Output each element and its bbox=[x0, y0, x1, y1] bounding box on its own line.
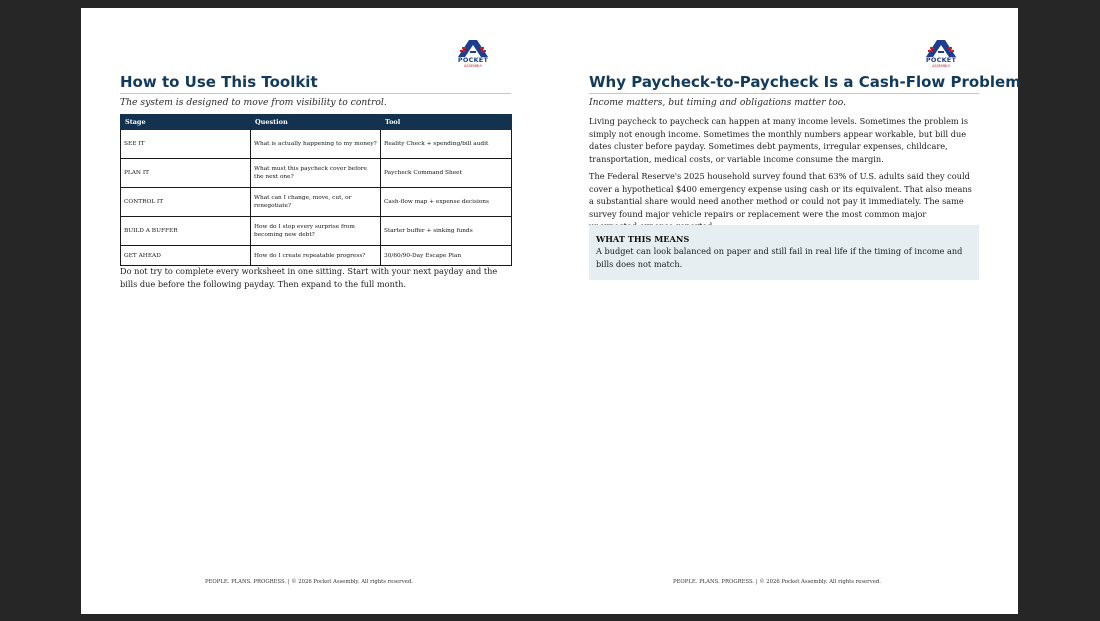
question-cell: What must this paycheck cover before the next one? bbox=[251, 159, 381, 188]
paragraph-survey: The Federal Reserve's 2025 household survey found that 63% of U.S. adults said they could cover a hypothetical $400 emergency expense using cash or its equivalent. That also means a substantial share would need another method or could not pay it immediately. The same survey found major vehicle repairs or replacement were the most common major bbox=[589, 171, 972, 219]
logo-wordmark: POCKET bbox=[925, 56, 957, 64]
stage-cell: GET AHEAD bbox=[121, 246, 251, 266]
question-cell: How do I create repeatable progress? bbox=[251, 246, 381, 266]
stage-cell: CONTROL IT bbox=[121, 188, 251, 217]
callout-heading: WHAT THIS MEANS bbox=[596, 234, 690, 244]
callout-box bbox=[589, 225, 979, 280]
tool-cell: Starter buffer + sinking funds bbox=[381, 217, 512, 246]
question-cell: How do I stop every surprise from becoming new debt? bbox=[251, 217, 381, 246]
body-paragraph bbox=[589, 170, 973, 233]
paragraph-cashflow: Living paycheck to paycheck can happen at many income levels. Sometimes the problem is simply not enough income. Sometimes the monthly numbers appear workable, but bill due dates cluster before payday. Sometimes debt payments, irregular expenses, childcare, transportation, medical costs, or variable income consume the margin. bbox=[589, 116, 969, 164]
table-row bbox=[121, 159, 512, 188]
title-divider bbox=[589, 93, 979, 94]
tool-cell: Reality Check + spending/bill audit bbox=[381, 130, 512, 159]
page-title: How to Use This Toolkit bbox=[120, 73, 318, 91]
toolkit-table bbox=[120, 114, 512, 266]
body-paragraph bbox=[589, 115, 973, 165]
table-row bbox=[121, 246, 512, 266]
title-divider bbox=[120, 93, 511, 94]
column-header-question: Question bbox=[251, 115, 381, 130]
table-row bbox=[121, 217, 512, 246]
tool-cell: Cash-flow map + expense decisions bbox=[381, 188, 512, 217]
table-row bbox=[121, 130, 512, 159]
tool-cell: Paycheck Command Sheet bbox=[381, 159, 512, 188]
brand-logo bbox=[445, 38, 501, 68]
brand-logo bbox=[913, 38, 969, 68]
logo-mark-icon bbox=[445, 38, 501, 58]
column-header-stage: Stage bbox=[121, 115, 251, 130]
column-header-tool: Tool bbox=[381, 115, 512, 130]
question-cell: What can I change, move, cut, or renegotiate? bbox=[251, 188, 381, 217]
logo-subtext: ASSEMBLY bbox=[463, 64, 483, 68]
stage-cell: BUILD A BUFFER bbox=[121, 217, 251, 246]
page-footer: PEOPLE. PLANS. PROGRESS. | © 2026 Pocket Assembly. All rights reserved. bbox=[205, 579, 413, 585]
page-footer: PEOPLE. PLANS. PROGRESS. | © 2026 Pocket Assembly. All rights reserved. bbox=[673, 579, 881, 585]
page-subtitle: Income matters, but timing and obligations matter too. bbox=[589, 97, 847, 108]
page-title: Why Paycheck-to-Paycheck Is a Cash-Flow Problem bbox=[589, 73, 1021, 91]
tool-cell: 30/60/90-Day Escape Plan bbox=[381, 246, 512, 266]
logo-mark-icon bbox=[913, 38, 969, 58]
question-cell: What is actually happening to my money? bbox=[251, 130, 381, 159]
toolkit-note bbox=[120, 265, 511, 290]
document-page bbox=[81, 8, 1021, 614]
note-paragraph: Do not try to complete every worksheet in one sitting. Start with your next payday and the bills due before the following payday. Then expand to the full month. bbox=[120, 266, 498, 289]
logo-wordmark: POCKET bbox=[457, 56, 489, 64]
table-header-row bbox=[121, 115, 512, 130]
stage-cell: PLAN IT bbox=[121, 159, 251, 188]
callout-body: A budget can look balanced on paper and still fail in real life if the timing of income and bills does not match. bbox=[596, 246, 963, 269]
table-row bbox=[121, 188, 512, 217]
page-subtitle: The system is designed to move from visibility to control. bbox=[120, 97, 387, 108]
stage-cell: SEE IT bbox=[121, 130, 251, 159]
logo-subtext: ASSEMBLY bbox=[931, 64, 951, 68]
